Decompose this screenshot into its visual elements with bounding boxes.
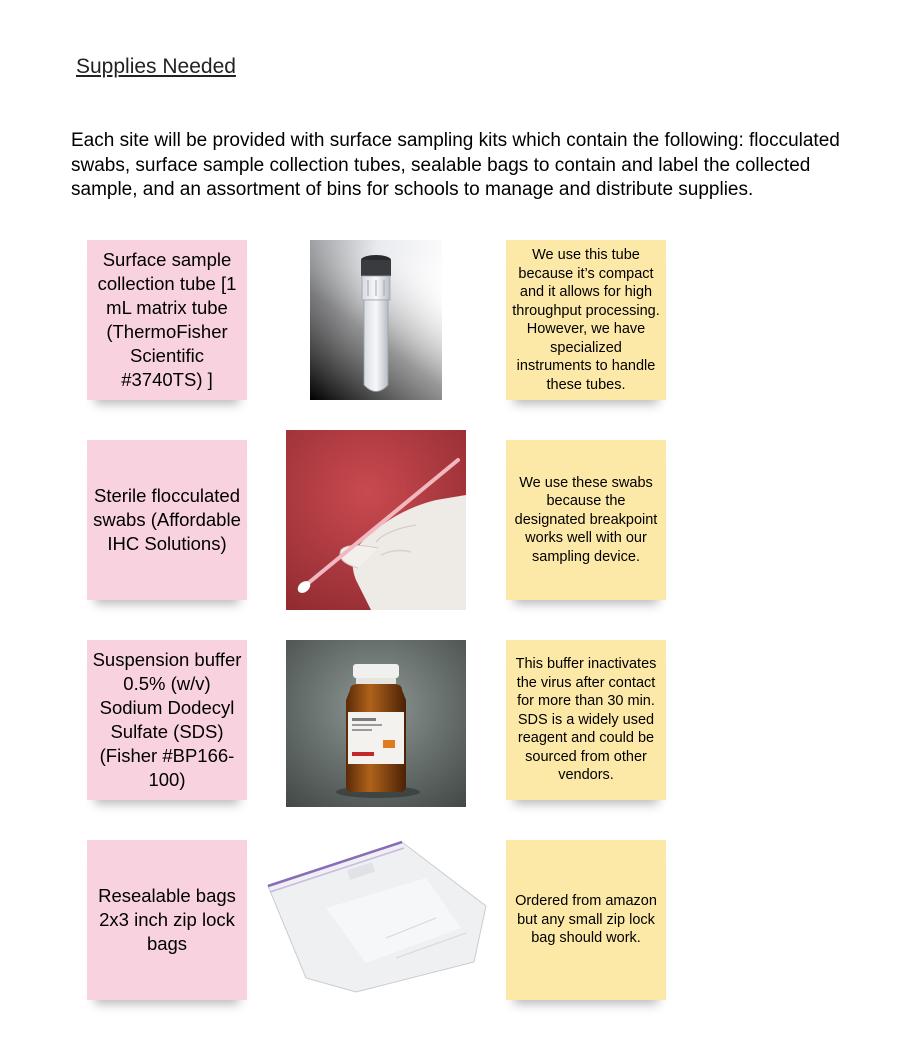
ziplock-bag-photo (266, 838, 488, 996)
tube-photo (310, 240, 442, 400)
supply-label-text: Suspension buffer 0.5% (w/v) Sodium Dodecyl Sulfate (SDS) (Fisher #BP166-100) (92, 649, 242, 790)
supply-note-buffer (506, 640, 666, 800)
swab-photo (286, 430, 466, 610)
supply-label-text: Resealable bags 2x3 inch zip lock bags (98, 885, 236, 954)
supply-label-text: Surface sample collection tube [1 mL matrix tube (ThermoFisher Scientific #3740TS) ] (97, 249, 237, 390)
page-heading: Supplies Needed (76, 55, 236, 78)
supply-note-text: This buffer inactivates the virus after contact for more than 30 min. SDS is a widely used reagent and could be sourced from other vendors. (515, 656, 657, 784)
intro-paragraph: Each site will be provided with surface sampling kits which contain the following: flocculated swabs, surface sample collection tubes, sealable bags to contain and label the collected sample, and an assortment of bins for schools to manage and distribute supplies. (71, 130, 840, 200)
supply-note-text: Ordered from amazon but any small zip lock bag should work. (515, 893, 657, 947)
supply-note-text: We use these swabs because the designated breakpoint works well with our sampling device. (514, 474, 658, 565)
supply-note-text: We use this tube because it’s compact and it allows for high throughput processing. However, we have specialized instruments to handle these tubes. (512, 247, 660, 393)
bottle-photo (286, 640, 466, 807)
supply-note-swabs (506, 440, 666, 600)
supply-note-bags (506, 840, 666, 1000)
supply-label-tube (87, 240, 247, 400)
supply-label-text: Sterile flocculated swabs (Affordable IHC Solutions) (93, 485, 241, 554)
supply-label-bags (87, 840, 247, 1000)
supply-label-swabs (87, 440, 247, 600)
supply-note-tube (506, 240, 666, 400)
supply-label-buffer (87, 640, 247, 800)
